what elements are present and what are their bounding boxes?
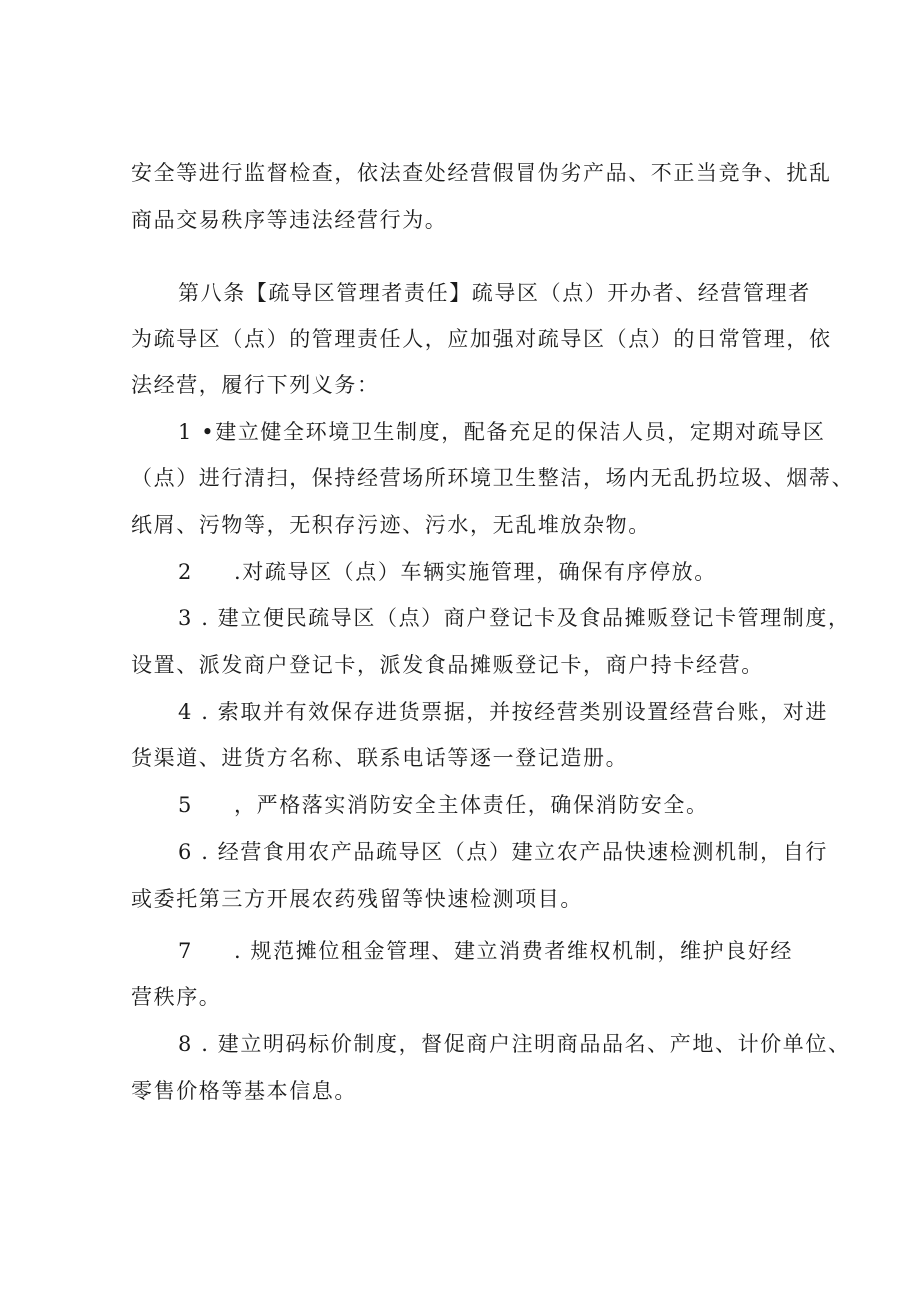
list-number: 2 [178, 560, 193, 584]
list-number: 7 [178, 939, 193, 963]
text-line: 或委托第三方开展农药残留等快速检测项目。 [131, 887, 583, 911]
text-line: 设置、派发商户登记卡，派发食品摊贩登记卡，商户持卡经营。 [131, 653, 764, 677]
list-item-8: 8 . 建立明码标价制度，督促商户注明商品品名、产地、计价单位、 [178, 1032, 851, 1056]
list-item-5 [178, 792, 801, 818]
list-text: ，严格落实消防安全主体责任，确保消防安全。 [234, 793, 709, 817]
list-text: . 规范摊位租金管理、建立消费者维权机制，维护良好经 [234, 939, 793, 963]
list-item-7 [178, 938, 801, 964]
list-text: .对疏导区（点）车辆实施管理，确保有序停放。 [234, 560, 717, 584]
text-line: 法经营，履行下列义务： [131, 373, 380, 397]
text-line: 安全等进行监督检查，依法查处经营假冒伪劣产品、不正当竞争、扰乱 [131, 161, 832, 185]
list-item-2 [178, 559, 801, 585]
list-item-4: 4 . 索取并有效保存进货票据，并按经营类别设置经营台账，对进 [178, 700, 828, 724]
list-item-3: 3 . 建立便民疏导区（点）商户登记卡及食品摊贩登记卡管理制度， [178, 606, 851, 630]
text-line: （点）进行清扫，保持经营场所环境卫生整洁，场内无乱扔垃圾、烟蒂、 [131, 466, 855, 490]
list-number: 5 [178, 793, 193, 817]
list-item-1: 1 •建立健全环境卫生制度，配备充足的保洁人员，定期对疏导区 [178, 420, 826, 444]
text-line: 零售价格等基本信息。 [131, 1079, 357, 1103]
text-line: 营秩序。 [131, 985, 222, 1009]
text-line: 货渠道、进货方名称、联系电话等逐一登记造册。 [131, 746, 629, 770]
text-line: 商品交易秩序等违法经营行为。 [131, 208, 448, 232]
list-item-6: 6 . 经营食用农产品疏导区（点）建立农产品快速检测机制，自行 [178, 840, 828, 864]
text-line: 为疏导区（点）的管理责任人，应加强对疏导区（点）的日常管理，依 [131, 327, 832, 351]
article-heading-line: 第八条【疏导区管理者责任】疏导区（点）开办者、经营管理者 [178, 281, 811, 305]
text-line: 纸屑、污物等，无积存污迹、污水，无乱堆放杂物。 [131, 513, 651, 537]
